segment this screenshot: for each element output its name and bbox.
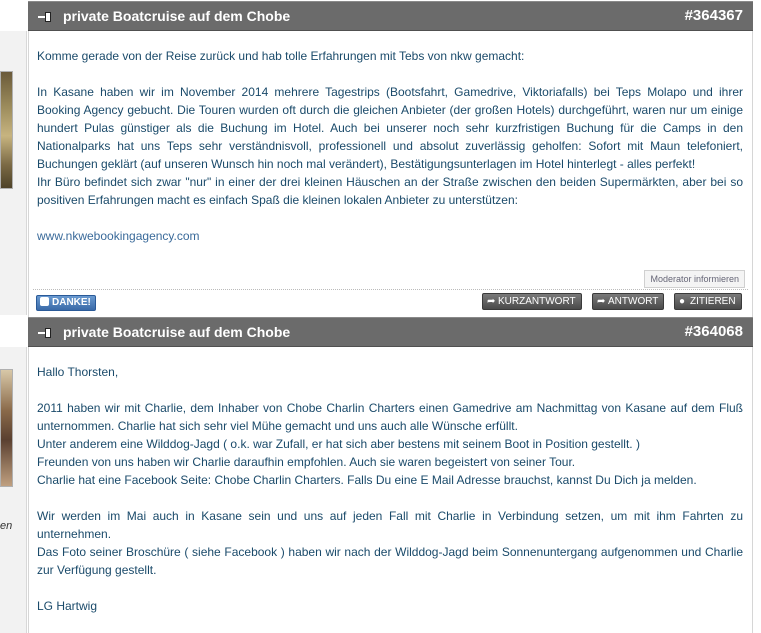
thanks-button-label: DANKE!	[52, 297, 91, 308]
speech-bubble-icon: ●	[679, 296, 686, 307]
post1-paragraph: In Kasane haben wir im November 2014 mehrere Tagestrips (Bootsfahrt, Gamedrive, Viktoriafalls) bei Teps Molapo und ihrer Booking Agency gebucht. Die Touren wurden oft durch die gleichen Anbieter (der großen Hotels) durchgeführt, waren nur um einige hundert Pulas günstiger als die Buchung im Hotel. Auch bei unserer noch sehr kurzfristigen Buchung für die Camps in den Nationalparks hat uns Teps sehr verständnisvoll, professionell und absolut zuverlässig geholfen: Sofort mit Maun telefoniert, Buchungen geklärt (auf unseren Wunsch hin noch mal verändert), Bestätigungsunterlagen im Hotel hinterlegt - alles perfekt!	[37, 85, 743, 171]
reply-label: ANTWORT	[608, 296, 659, 307]
post2-paragraph: Charlie hat eine Facebook Seite: Chobe Charlin Charters. Falls Du eine E Mail Adresse brauchst, kannst Du Dich ja melden.	[37, 473, 697, 487]
reply-button[interactable]	[592, 293, 664, 310]
post2-paragraph: Hallo Thorsten,	[37, 365, 119, 379]
post1-paragraph: Komme gerade von der Reise zurück und hab tolle Erfahrungen mit Tebs von nkw gemacht:	[37, 49, 525, 63]
post2-body	[28, 347, 753, 633]
post1-number[interactable]: #364367	[684, 7, 743, 24]
post2-number[interactable]: #364068	[684, 323, 743, 340]
post1-agency-link[interactable]: www.nkwebookingagency.com	[37, 229, 200, 243]
post-link-icon[interactable]	[38, 11, 52, 23]
thanks-button[interactable]	[36, 295, 96, 311]
quick-reply-label: KURZANTWORT	[498, 296, 576, 307]
post-link-icon[interactable]	[38, 327, 52, 339]
quote-button[interactable]	[674, 293, 742, 310]
post1-body	[28, 31, 753, 317]
post1-avatar[interactable]	[0, 71, 13, 189]
reply-arrow-icon: ➦	[597, 296, 606, 307]
reply-arrow-icon: ➦	[487, 296, 496, 307]
quick-reply-button[interactable]	[482, 293, 582, 310]
post2-header	[28, 317, 753, 347]
post2-paragraph: 2011 haben wir mit Charlie, dem Inhaber von Chobe Charlin Charters einen Gamedrive am Nachmittag von Kasane auf dem Fluß unternommen. Charlie hat sich sehr viel Mühe gemacht und uns auch alle Wünsche erfüllt.	[37, 401, 743, 433]
post2-avatar[interactable]	[0, 369, 13, 487]
post2-paragraph: Freunden von uns haben wir Charlie daraufhin empfohlen. Auch sie waren begeistert von seiner Tour.	[37, 455, 576, 469]
thumbs-up-icon	[40, 297, 49, 306]
post1-title: private Boatcruise auf dem Chobe	[63, 8, 291, 24]
post2-paragraph: Unter anderem eine Wilddog-Jagd ( o.k. war Zufall, er hat sich aber bestens mit seinem Boot in Position gestellt. )	[37, 437, 640, 451]
post2-message	[37, 363, 743, 615]
post2-title: private Boatcruise auf dem Chobe	[63, 324, 291, 340]
post1-message	[37, 47, 743, 245]
post1-footer-divider	[33, 289, 748, 290]
post2-paragraph: LG Hartwig	[37, 599, 98, 613]
quote-label: ZITIEREN	[690, 296, 736, 307]
post2-paragraph: Das Foto seiner Broschüre ( siehe Facebook ) haben wir nach der Wilddog-Jagd beim Sonnenuntergang aufgenommen und Charlie zur Verfügung gestellt.	[37, 545, 743, 577]
post2-paragraph: Wir werden im Mai auch in Kasane sein und uns auf jeden Fall mit Charlie in Verbindung setzen, um mit ihm Fahrten zu unternehmen.	[37, 509, 743, 541]
moderator-report-button[interactable]: Moderator informieren	[644, 270, 745, 288]
post1-header	[28, 1, 753, 31]
post2-userinfo-text: en	[0, 520, 13, 532]
post1-paragraph: Ihr Büro befindet sich zwar "nur" in einer der drei kleinen Häuschen an der Straße zwischen den beiden Supermärkten, aber bei so positiven Erfahrungen macht es einfach Spaß die kleinen lokalen Anbieter zu unterstützen:	[37, 175, 743, 207]
